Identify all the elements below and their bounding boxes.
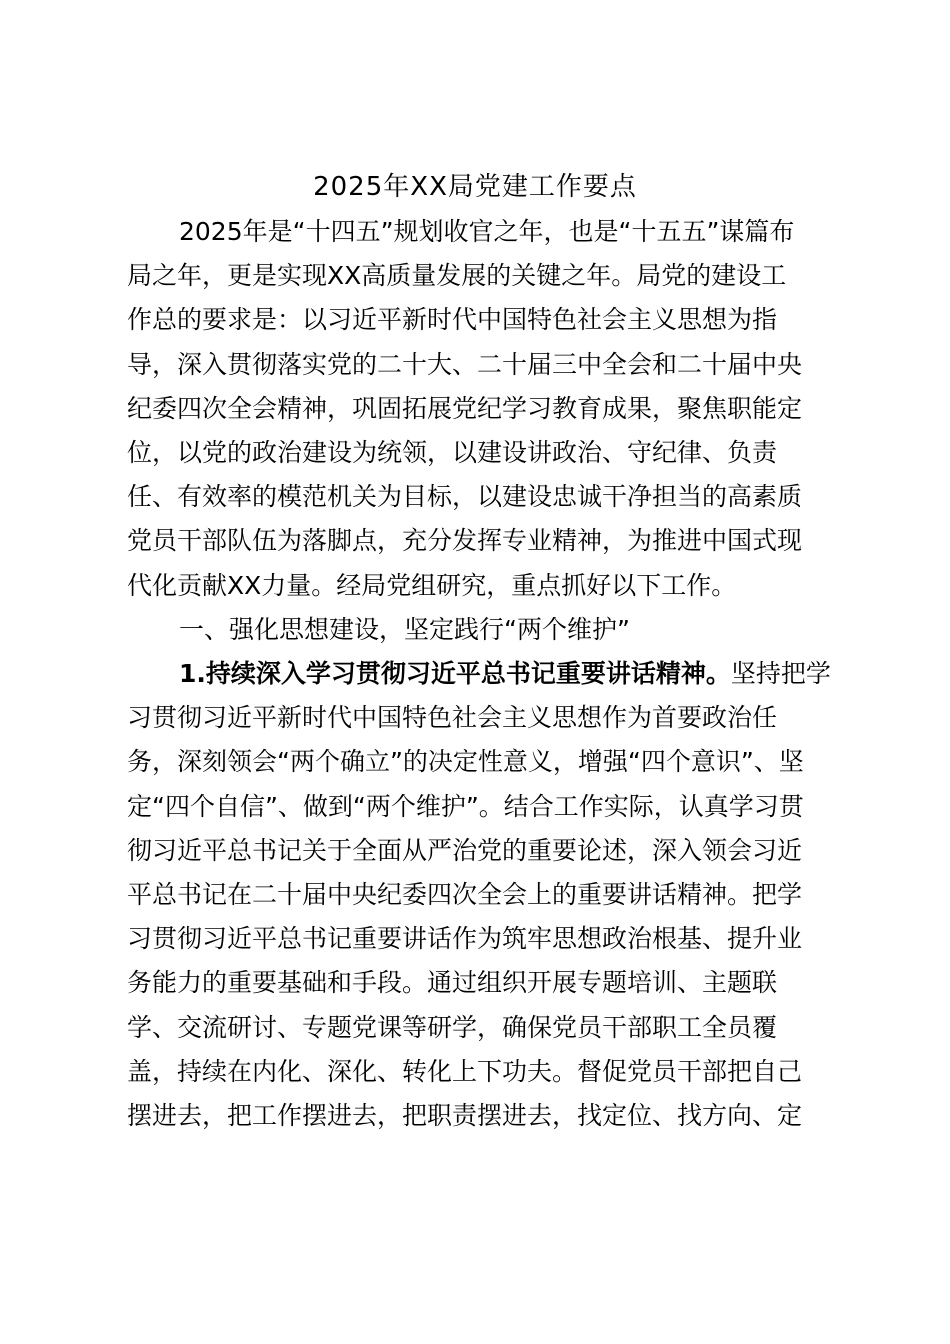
item-1-line: 盖，持续在内化、深化、转化上下功夫。督促党员干部把自己	[127, 1056, 803, 1086]
intro-line: 任、有效率的模范机关为目标，以建设忠诚干净担当的高素质	[127, 482, 803, 512]
item-1-line: 摆进去，把工作摆进去，把职责摆进去，找定位、找方向、定	[127, 1101, 803, 1131]
item-1-line: 彻习近平总书记关于全面从严治党的重要论述，深入领会习近	[127, 835, 803, 865]
item-1-line: 定“四个自信”、做到“两个维护”。结合工作实际，认真学习贯	[127, 791, 804, 821]
intro-line: 导，深入贯彻落实党的二十大、二十届三中全会和二十届中央	[127, 349, 803, 379]
item-1-line: 习贯彻习近平新时代中国特色社会主义思想作为首要政治任	[127, 703, 778, 733]
item-1-line: 务，深刻领会“两个确立”的决定性意义，增强“四个意识”、坚	[127, 747, 804, 777]
section-heading: 一、强化思想建设，坚定践行“两个维护”	[179, 614, 630, 644]
intro-line: 2025年是“十四五”规划收官之年，也是“十五五”谋篇布	[179, 217, 795, 246]
item-1-first-line-rest: 坚持把学	[730, 659, 831, 689]
intro-line: 局之年，更是实现XX高质量发展的关键之年。局党的建设工	[127, 261, 787, 291]
intro-paragraph	[127, 210, 823, 608]
intro-line: 作总的要求是：以习近平新时代中国特色社会主义思想为指	[127, 305, 778, 335]
item-1-paragraph	[127, 652, 831, 1138]
intro-line: 位，以党的政治建设为统领，以建设讲政治、守纪律、负责	[127, 438, 778, 468]
document-page	[127, 165, 831, 1138]
document-title: 2025年XX局党建工作要点	[313, 172, 637, 202]
item-1-lead: 1.持续深入学习贯彻习近平总书记重要讲话精神。	[179, 659, 731, 689]
intro-line: 代化贡献XX力量。经局党组研究，重点抓好以下工作。	[127, 570, 737, 600]
item-1-line: 务能力的重要基础和手段。通过组织开展专题培训、主题联	[127, 968, 778, 998]
item-1-line: 习贯彻习近平总书记重要讲话作为筑牢思想政治根基、提升业	[127, 924, 803, 954]
item-1-line: 学、交流研讨、专题党课等研学，确保党员干部职工全员覆	[127, 1012, 778, 1042]
intro-line: 党员干部队伍为落脚点，充分发挥专业精神，为推进中国式现	[127, 526, 803, 556]
intro-line: 纪委四次全会精神，巩固拓展党纪学习教育成果，聚焦职能定	[127, 393, 803, 423]
item-1-line: 平总书记在二十届中央纪委四次全会上的重要讲话精神。把学	[127, 880, 803, 910]
item-1-first-line	[127, 652, 831, 696]
